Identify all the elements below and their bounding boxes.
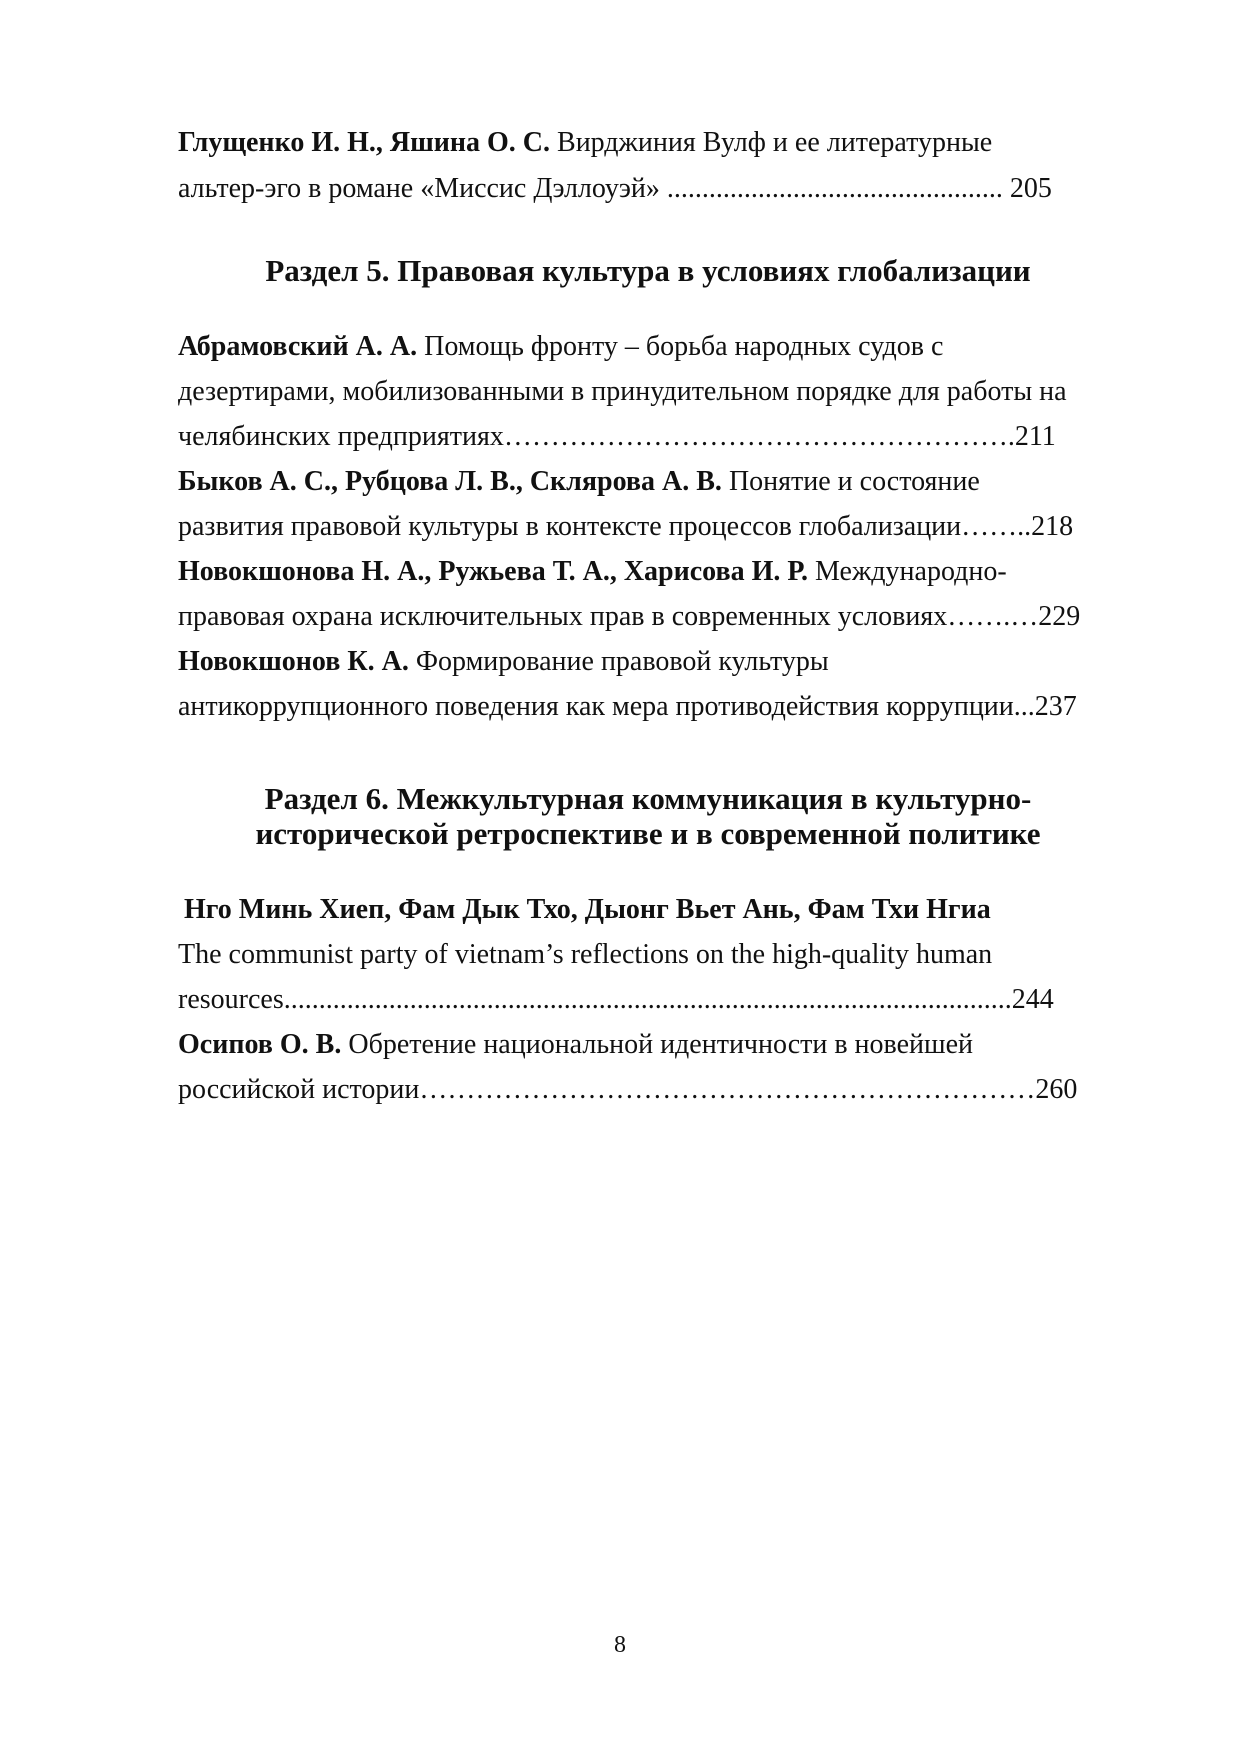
toc-entry-osipov-line2: российской истории…………………………………………………………260 bbox=[178, 1074, 1078, 1105]
toc-entry-authors: Новокшонова Н. А., Ружьева Т. А., Харисова И. Р. bbox=[178, 556, 808, 587]
toc-entry-ngo-line2: resources........................................................................................................244 bbox=[178, 984, 1054, 1015]
toc-entry-glushchenko-line2: альтер-эго в романе «Миссис Дэллоуэй» ................................................ 205 bbox=[178, 173, 1052, 204]
toc-entry-authors: Нго Минь Хиеп, Фам Дык Тхо, Дыонг Вьет Ань, Фам Тхи Нгиа bbox=[184, 894, 991, 925]
toc-entry-ngo-line1: The communist party of vietnam’s reflections on the high-quality human bbox=[178, 939, 993, 970]
toc-entry-abramovsky-line1 bbox=[178, 330, 1118, 364]
toc-entry-bykov-line2: развития правовой культуры в контексте процессов глобализации……..218 bbox=[178, 511, 1074, 542]
toc-entry-title: Понятие и состояние bbox=[721, 466, 980, 497]
toc-entry-abramovsky-line2: дезертирами, мобилизованными в принудительном порядке для работы на bbox=[178, 376, 1067, 407]
toc-entry-novokshonova-line1 bbox=[178, 555, 1118, 589]
section-6-heading-line2: исторической ретроспективе и в современной политике bbox=[255, 816, 1041, 851]
toc-entry-bykov-line1 bbox=[178, 465, 1118, 499]
toc-entry-authors: Осипов О. В. bbox=[178, 1029, 342, 1060]
toc-entry-title: Формирование правовой культуры bbox=[408, 646, 829, 677]
page-number: 8 bbox=[614, 1632, 626, 1658]
toc-entry-novokshonov-line1 bbox=[178, 645, 1118, 679]
toc-entry-authors: Абрамовский А. А. bbox=[178, 331, 418, 362]
toc-entry-title: Вирджиния Вулф и ее литературные bbox=[550, 127, 993, 158]
toc-entry-title: Международно- bbox=[808, 556, 1007, 587]
toc-entry-novokshonova-line2: правовая охрана исключительных прав в современных условиях…….…229 bbox=[178, 601, 1081, 632]
section-6-heading-line1: Раздел 6. Межкультурная коммуникация в культурно- bbox=[264, 781, 1032, 816]
toc-entry-title: Обретение национальной идентичности в новейшей bbox=[341, 1029, 973, 1060]
section-5-heading: Раздел 5. Правовая культура в условиях глобализации bbox=[265, 253, 1031, 288]
toc-entry-authors: Новокшонов К. А. bbox=[178, 646, 409, 677]
toc-entry-novokshonov-line2: антикоррупционного поведения как мера противодействия коррупции...237 bbox=[178, 691, 1077, 722]
toc-entry-osipov-line1 bbox=[178, 1028, 1118, 1062]
toc-entry-authors: Глущенко И. Н., Яшина О. С. bbox=[178, 127, 551, 158]
toc-entry-abramovsky-line3: челябинских предприятиях……………………………………………….211 bbox=[178, 421, 1056, 452]
toc-entry-authors: Быков А. С., Рубцова Л. В., Склярова А. В. bbox=[178, 466, 722, 497]
toc-entry-glushchenko-line1 bbox=[178, 126, 1118, 160]
toc-entry-title: Помощь фронту – борьба народных судов с bbox=[417, 331, 944, 362]
toc-entry-ngo-authors bbox=[178, 893, 1118, 927]
